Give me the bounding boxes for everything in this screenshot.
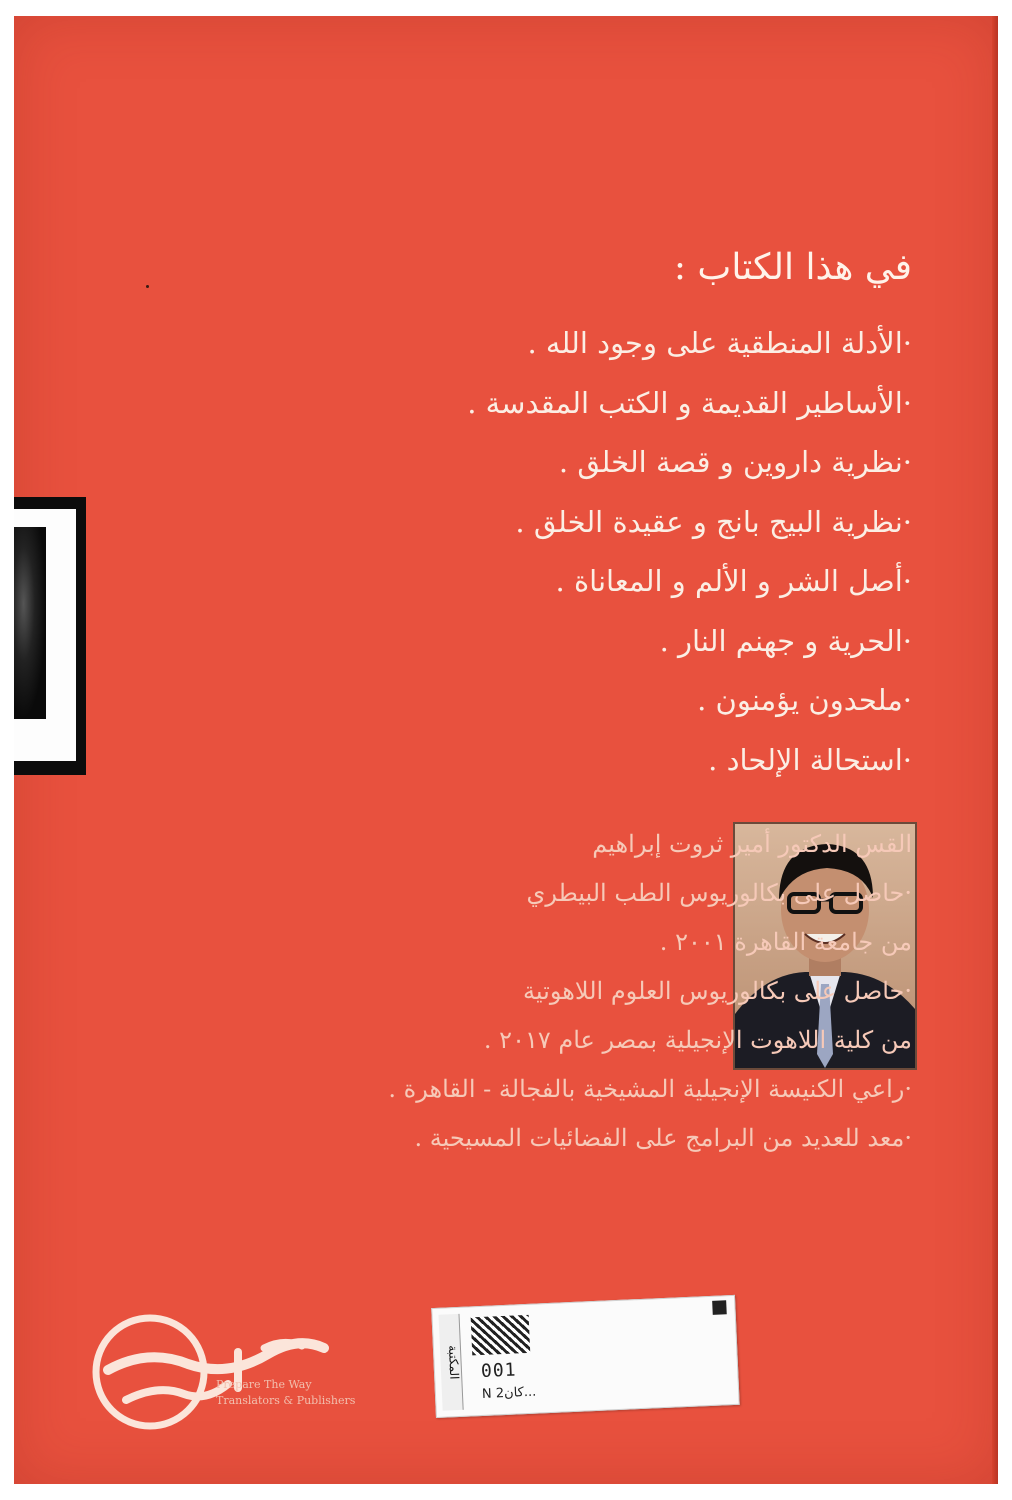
bio-line: من جامعة القاهرة ٢٠٠١ . xyxy=(659,928,912,956)
contents-item: ·نظرية داروين و قصة الخلق . xyxy=(558,445,912,479)
publisher-logo-mark xyxy=(88,1308,378,1438)
print-speck xyxy=(146,285,149,288)
publisher-name xyxy=(216,1377,396,1409)
bio-line: ·حاصل على بكالوريوس العلوم اللاهوتية xyxy=(523,977,912,1005)
contents-item: ·الأدلة المنطقية على وجود الله . xyxy=(527,326,912,360)
sticker-side-label: المكتبة xyxy=(439,1314,464,1411)
sticker-stamp xyxy=(471,1315,531,1355)
author-bio xyxy=(212,820,912,1163)
author-name: القس الدكتور أمير ثروت إبراهيم xyxy=(592,830,912,858)
contents-heading: في هذا الكتاب : xyxy=(673,247,912,288)
sticker-corner-mark xyxy=(712,1300,727,1315)
bio-line: من كلية اللاهوت الإنجيلية بمصر عام ٢٠١٧ . xyxy=(483,1026,912,1054)
contents-item: ·الأساطير القديمة و الكتب المقدسة . xyxy=(467,385,912,420)
bio-line: ·معد للعديد من البرامج على الفضائيات المسيحية . xyxy=(414,1124,912,1152)
contents-item: ·استحالة الإلحاد . xyxy=(708,742,912,777)
contents-item: ·ملحدون يؤمنون . xyxy=(697,683,912,717)
bio-line: ·حاصل على بكالوريوس الطب البيطري xyxy=(526,879,912,907)
sticker-shelf-code: N 2كان... xyxy=(481,1384,537,1402)
contents-item: ·الحرية و جهنم النار . xyxy=(659,623,912,658)
publisher-logo xyxy=(88,1308,378,1438)
side-thumbnail xyxy=(14,497,86,775)
contents-item: ·أصل الشر و الألم و المعاناة . xyxy=(555,564,912,598)
book-contents xyxy=(352,240,912,790)
publisher-name-line-1: Prepare The Way xyxy=(216,1378,312,1391)
library-sticker xyxy=(431,1295,740,1418)
cover-edge xyxy=(992,16,998,1484)
sticker-code: 001 xyxy=(480,1359,517,1382)
bio-line: ·راعي الكنيسة الإنجيلية المشيخية بالفجالة - القاهرة . xyxy=(388,1075,912,1103)
contents-item: ·نظرية البيج بانج و عقيدة الخلق . xyxy=(515,504,912,539)
thumbnail-photo xyxy=(14,527,46,719)
contents-list xyxy=(352,314,912,790)
publisher-name-line-2: Translators & Publishers xyxy=(216,1394,356,1407)
